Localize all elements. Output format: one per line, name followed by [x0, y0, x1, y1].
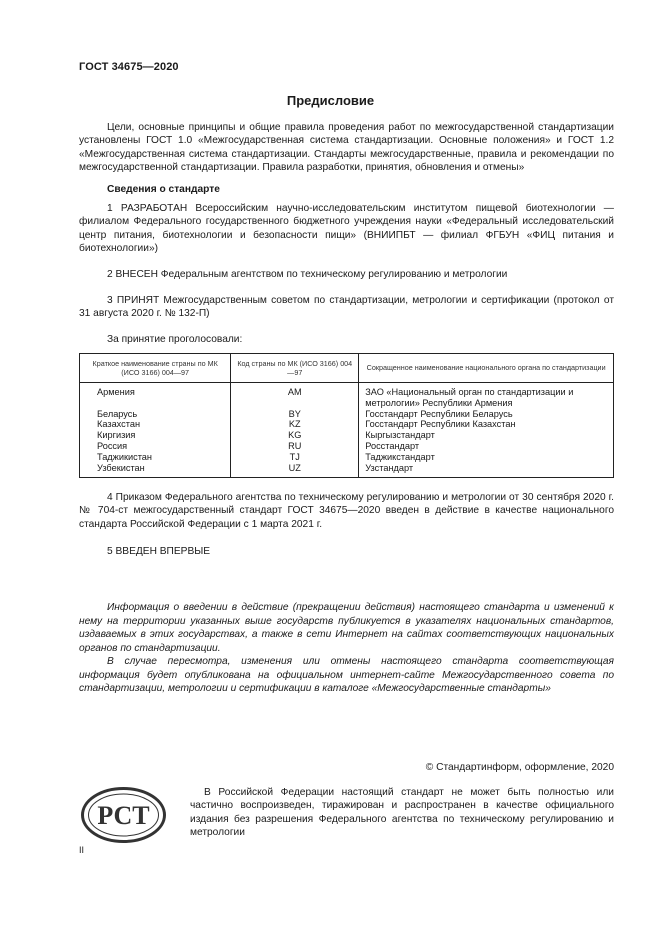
voted-label: За принятие проголосовали: — [107, 334, 243, 345]
document-code: ГОСТ 34675—2020 — [79, 61, 179, 73]
body-cell: Таджикстандарт — [359, 452, 614, 463]
body-cell: Узстандарт — [359, 463, 614, 478]
country-cell: Россия — [80, 441, 231, 452]
standard-info-heading: Сведения о стандарте — [107, 184, 220, 195]
notice-revision: В случае пересмотра, изменения или отмены настоящего стандарта соответствующая информация будет опубликована на официальном интернет-сайте Межгосударственного совета по стандартизации, метрологии и сертификации в каталоге «Межгосударственные стандарты» — [79, 656, 614, 694]
page-number: II — [79, 845, 85, 855]
code-cell: KG — [231, 430, 359, 441]
country-cell: Киргизия — [80, 430, 231, 441]
table-header-row — [80, 354, 614, 383]
table-row — [80, 419, 614, 430]
table-row — [80, 430, 614, 441]
header-body: Сокращенное наименование национального органа по стандартизации — [359, 354, 614, 383]
country-cell: Узбекистан — [80, 463, 231, 478]
page-title: Предисловие — [286, 93, 375, 108]
table-row — [80, 452, 614, 463]
rst-certification-logo-icon — [80, 786, 167, 844]
body-cell: Госстандарт Республики Беларусь — [359, 409, 614, 420]
country-cell: Казахстан — [80, 419, 231, 430]
table-row — [80, 441, 614, 452]
member-states-table — [79, 353, 614, 478]
item-introduced: 2 ВНЕСЕН Федеральным агентством по техническому регулированию и метрологии — [107, 269, 508, 280]
table-row — [80, 409, 614, 420]
code-cell: AM — [231, 383, 359, 409]
country-cell: Армения — [80, 383, 231, 409]
copyright-notice: © Стандартинформ, оформление, 2020 — [425, 762, 614, 773]
body-cell: Госстандарт Республики Казахстан — [359, 419, 614, 430]
notice-publication: Информация о введении в действие (прекращении действия) настоящего стандарта и изменений к нему на территории указанных выше государств публикуется в указателях национальных стандартов, издаваемых в этих государствах, а также в сети Интернет на сайтах соответствующих национальных органов по стандартизации. — [79, 602, 614, 654]
item-developed: 1 РАЗРАБОТАН Всероссийским научно-исследовательским институтом пищевой биотехнологии — филиалом Федерального государственного бюджетного учреждения науки «Федеральный исследовательский центр питания, биотехнологии и безопасности пищи» (ВНИИПБТ — филиал ФГБУН «ФИЦ питания и биотехнологии») — [79, 203, 614, 254]
country-cell: Таджикистан — [80, 452, 231, 463]
svg-text:РСТ: РСТ — [97, 801, 150, 830]
body-cell: Кыргызстандарт — [359, 430, 614, 441]
body-cell: ЗАО «Национальный орган по стандартизации и метрологии» Республики Армения — [359, 383, 614, 409]
table-row — [80, 463, 614, 478]
rf-reproduction-note: В Российской Федерации настоящий стандарт не может быть полностью или частично воспроизведен, тиражирован и распространен в качестве официального издания без разрешения Федерального агентства по техническому регулированию и метрологии — [190, 787, 614, 838]
country-cell: Беларусь — [80, 409, 231, 420]
code-cell: UZ — [231, 463, 359, 478]
intro-paragraph: Цели, основные принципы и общие правила проведения работ по межгосударственной стандартизации установлены ГОСТ 1.0 «Межгосударственная система стандартизации. Основные положения» и ГОСТ 1.2 «Межгосударственная система стандартизации. Стандарты межгосударственные, правила и рекомендации по межгосударственной стандартизации. Правила разработки, принятия, обновления и отмены» — [79, 122, 614, 173]
header-country: Краткое наименование страны по МК (ИСО 3166) 004—97 — [80, 354, 231, 383]
table-row — [80, 383, 614, 409]
code-cell: BY — [231, 409, 359, 420]
code-cell: TJ — [231, 452, 359, 463]
item-order: 4 Приказом Федерального агентства по техническому регулированию и метрологии от 30 сентября 2020 г. № 704-ст межгосударственный стандарт ГОСТ 34675—2020 введен в действие в качестве национального стандарта Российской Федерации с 1 марта 2021 г. — [79, 492, 614, 530]
code-cell: KZ — [231, 419, 359, 430]
item-first-introduced: 5 ВВЕДЕН ВПЕРВЫЕ — [107, 546, 211, 557]
item-adopted: 3 ПРИНЯТ Межгосударственным советом по стандартизации, метрологии и сертификации (протокол от 31 августа 2020 г. № 132-П) — [79, 295, 614, 320]
header-code: Код страны по МК (ИСО 3166) 004—97 — [231, 354, 359, 383]
code-cell: RU — [231, 441, 359, 452]
body-cell: Росстандарт — [359, 441, 614, 452]
